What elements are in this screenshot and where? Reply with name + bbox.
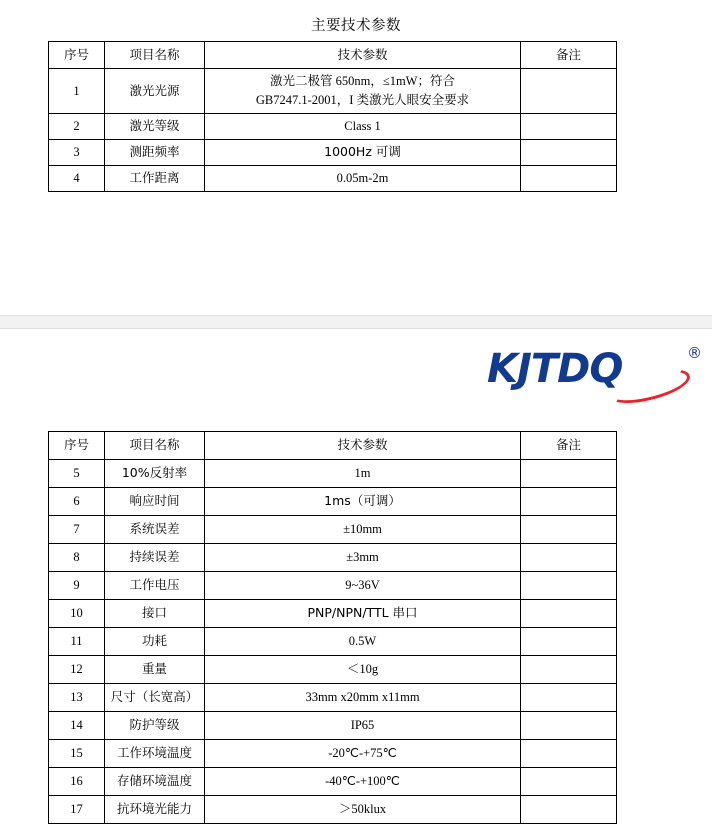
cell-no: 10 [49,600,105,628]
cell-no: 8 [49,544,105,572]
cell-no: 7 [49,516,105,544]
column-header-param: 技术参数 [205,432,521,460]
table-row [49,544,617,572]
table-header-row [49,42,617,69]
table-row [49,140,617,166]
column-header-param: 技术参数 [205,42,521,69]
table-row [49,166,617,192]
cell-param: ＞50klux [205,796,521,824]
cell-no: 15 [49,740,105,768]
cell-no: 17 [49,796,105,824]
table-row [49,628,617,656]
registered-trademark-icon: ® [687,344,702,362]
cell-remark [521,544,617,572]
table-row [49,516,617,544]
param-line-2: GB7247.1-2001，I 类激光人眼安全要求 [255,93,470,107]
cell-remark [521,69,617,114]
column-header-no: 序号 [49,432,105,460]
spec-table-top [48,41,617,192]
cell-param: -40℃-+100℃ [205,768,521,796]
column-header-remark: 备注 [521,432,617,460]
cell-item: 接口 [105,600,205,628]
column-header-remark: 备注 [521,42,617,69]
cell-remark [521,572,617,600]
column-header-item: 项目名称 [105,432,205,460]
cell-param: IP65 [205,712,521,740]
table-row [49,460,617,488]
spec-table-bottom [48,431,617,824]
cell-item: 激光光源 [105,69,205,114]
cell-param: 1000Hz 可调 [205,140,521,166]
cell-param: ±3mm [205,544,521,572]
cell-remark [521,488,617,516]
table-row [49,488,617,516]
cell-param: 0.05m-2m [205,166,521,192]
cell-no: 6 [49,488,105,516]
logo-wordmark: KJTDQ [487,346,623,392]
param-line-1: 激光二极管 650nm，≤1mW；符合 [270,73,455,88]
cell-param: Class 1 [205,114,521,140]
table-row [49,740,617,768]
cell-item: 尺寸（长宽高） [105,684,205,712]
cell-remark [521,628,617,656]
cell-no: 16 [49,768,105,796]
cell-remark [521,114,617,140]
table-row [49,712,617,740]
cell-remark [521,656,617,684]
cell-no: 2 [49,114,105,140]
cell-item: 系统误差 [105,516,205,544]
cell-param: 1m [205,460,521,488]
cell-item: 持续误差 [105,544,205,572]
table-row [49,114,617,140]
cell-no: 1 [49,69,105,114]
cell-param: -20℃-+75℃ [205,740,521,768]
cell-param: 33mm x20mm x11mm [205,684,521,712]
cell-no: 12 [49,656,105,684]
cell-param: 9~36V [205,572,521,600]
cell-item: 工作电压 [105,572,205,600]
cell-item: 重量 [105,656,205,684]
cell-remark [521,516,617,544]
cell-remark [521,768,617,796]
table-row [49,69,617,114]
cell-param [205,69,521,114]
cell-item: 工作距离 [105,166,205,192]
cell-remark [521,600,617,628]
table-header-row [49,432,617,460]
cell-remark [521,684,617,712]
cell-remark [521,166,617,192]
cell-param: ±10mm [205,516,521,544]
cell-item: 功耗 [105,628,205,656]
cell-no: 11 [49,628,105,656]
cell-param: ＜10g [205,656,521,684]
cell-no: 13 [49,684,105,712]
table-row [49,684,617,712]
cell-param: 1ms（可调） [205,488,521,516]
table-row [49,572,617,600]
page-title: 主要技术参数 [311,18,401,34]
table-row [49,656,617,684]
cell-remark [521,712,617,740]
cell-no: 14 [49,712,105,740]
cell-item: 工作环境温度 [105,740,205,768]
cell-param: PNP/NPN/TTL 串口 [205,600,521,628]
cell-remark [521,796,617,824]
cell-item: 响应时间 [105,488,205,516]
cell-item: 抗环境光能力 [105,796,205,824]
cell-no: 3 [49,140,105,166]
cell-remark [521,140,617,166]
cell-no: 5 [49,460,105,488]
cell-item: 10%反射率 [105,460,205,488]
cell-item: 测距频率 [105,140,205,166]
company-logo [487,346,702,396]
cell-no: 9 [49,572,105,600]
column-header-item: 项目名称 [105,42,205,69]
cell-item: 防护等级 [105,712,205,740]
table-row [49,796,617,824]
cell-item: 激光等级 [105,114,205,140]
cell-param: 0.5W [205,628,521,656]
cell-remark [521,460,617,488]
cell-no: 4 [49,166,105,192]
cell-remark [521,740,617,768]
section-divider [0,315,712,329]
table-row [49,600,617,628]
cell-item: 存储环境温度 [105,768,205,796]
column-header-no: 序号 [49,42,105,69]
table-row [49,768,617,796]
